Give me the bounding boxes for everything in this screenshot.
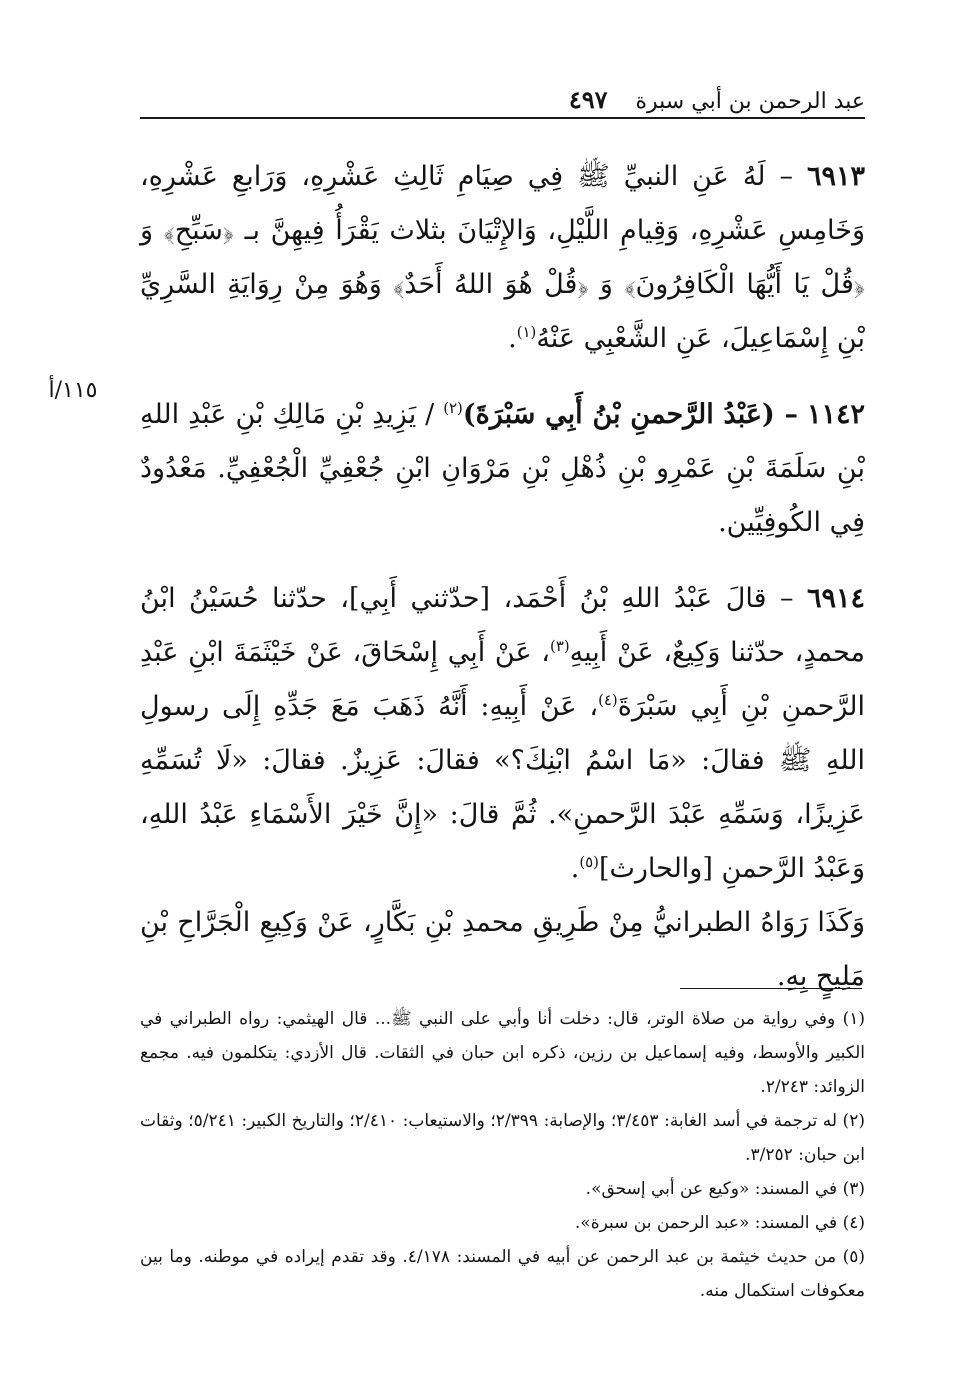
footnote-rule bbox=[680, 988, 862, 989]
footnotes bbox=[140, 1002, 865, 1308]
page-number: ٤٩٧ bbox=[568, 85, 608, 114]
biography-number: ١١٤٢ bbox=[806, 399, 865, 430]
biography-1142 bbox=[140, 388, 865, 550]
hadith-text-part: . bbox=[570, 853, 580, 884]
folio-slash: / bbox=[425, 399, 435, 430]
hadith-text: – لَهُ عَنِ النبيِّ ﷺ فِي صِيَامِ ثَالِثِ عَشْرِهِ، وَرَابعِ عَشْرِهِ، وَخَامِسِ عَشْرِهِ، وَقِيامِ اللَّيْلِ، وَالإِتْيَانَ بثلاث يَقْرَأُ فِيهِنَّ بـ ﴿سَبِّحِ﴾ وَ ﴿قُلْ يَا أَيُّهَا الْكَافِرُونَ﴾ وَ ﴿قُلْ هُوَ اللهُ أَحَدٌ﴾ وَهُوَ مِنْ رِوَايَةِ السَّرِيِّ بْنِ إِسْمَاعِيلَ، عَنِ الشَّعْبِي عَنْهُ bbox=[140, 161, 865, 354]
hadith-text-part: ، عَنْ أَبِي إِسْحَاقَ، عَنْ خَيْثَمَةَ ابْنِ عَبْدِ الرَّحمنِ بْنِ أَبِي سَبْرَةَ bbox=[140, 637, 865, 722]
biography-lineage: يَزِيدِ بْنِ مَالِكِ بْنِ عَبْدِ اللهِ بْنِ سَلَمَةَ بْنِ عَمْرِو بْنِ ذُهْلِ بْنِ مَرْوَانِ ابْنِ جُعْفِيِّ الْجُعْفِيِّ. مَعْدُودٌ فِي الكُوفِيِّين. bbox=[140, 399, 865, 538]
footnote: (٣) في المسند: «وكيع عن أبي إسحق». bbox=[585, 1179, 865, 1199]
hadith-6914 bbox=[140, 572, 865, 896]
hadith-number: ٦٩١٣ bbox=[806, 161, 865, 192]
footnote: (٤) في المسند: «عبد الرحمن بن سبرة». bbox=[574, 1213, 865, 1233]
header-rule bbox=[140, 117, 865, 119]
footnote-ref[interactable]: (٣) bbox=[550, 637, 570, 655]
main-text bbox=[140, 150, 865, 1004]
footnote-ref[interactable]: (٤) bbox=[598, 691, 618, 709]
hadith-number: ٦٩١٤ bbox=[806, 583, 865, 614]
hadith-6913: ٦٩١٣ – لَهُ عَنِ النبيِّ ﷺ فِي صِيَامِ ثَالِثِ عَشْرِهِ، وَرَابعِ عَشْرِهِ، وَخَامِسِ عَشْرِهِ، وَقِيامِ اللَّيْلِ، وَالإِتْيَانَ بثلاث يَقْرَأُ فِيهِنَّ بـ ﴿سَبِّحِ﴾ وَ ﴿قُلْ يَا أَيُّهَا الْكَافِرُونَ﴾ وَ ﴿قُلْ هُوَ اللهُ أَحَدٌ﴾ وَهُوَ مِنْ رِوَايَةِ السَّرِيِّ بْنِ إِسْمَاعِيلَ، عَنِ الشَّعْبِي عَنْهُ$^{(١)}$. bbox=[140, 161, 865, 354]
biography-title: – (عَبْدُ الرَّحمنِ بْنُ أَبِي سَبْرَةَ) bbox=[462, 399, 798, 430]
footnote-ref[interactable]: (٥) bbox=[579, 853, 599, 871]
hadith-text-part: – قالَ عَبْدُ اللهِ بْنُ أَحْمَد، [حدّثني أَبِي]، حدّثنا حُسَيْنُ ابْنُ محمدٍ، حدّثنا وَكِيعٌ، عَنْ أَبِيهِ bbox=[140, 583, 865, 668]
footnote: (٢) له ترجمة في أسد الغابة: ٣/٤٥٣؛ والإصابة: ٢/٣٩٩؛ والاستيعاب: ٢/٤١٠؛ والتاريخ الكبير: ٥/٢٤١؛ وثقات ابن حبان: ٣/٢٥٢. bbox=[140, 1111, 865, 1165]
tabarani-paragraph: وَكَذَا رَوَاهُ الطبرانيُّ مِنْ طَرِيقِ محمدِ بْنِ بَكَّارٍ، عَنْ وَكِيعِ الْجَرَّاحِ بْنِ مَلِيحٍ بِهِ. bbox=[140, 907, 865, 992]
footnote-ref[interactable]: (١) bbox=[516, 323, 537, 341]
footnote-ref[interactable]: (٢) bbox=[443, 399, 463, 417]
running-title: عبد الرحمن بن أبي سبرة bbox=[635, 89, 865, 114]
footnote: (٥) من حديث خيثمة بن عبد الرحمن عن أبيه في المسند: ٤/١٧٨. وقد تقدم إيراده في موطنه. وما بين معكوفات استكمال منه. bbox=[140, 1247, 866, 1301]
running-header bbox=[140, 62, 865, 114]
hadith-text-part: ، عَنْ أَبِيهِ: أَنَّهُ ذَهَبَ مَعَ جَدِّهِ إِلَى رسولِ اللهِ ﷺ فقالَ: «مَا اسْمُ ابْنِكَ؟» فقالَ: عَزِيزٌ. فقالَ: «لَا تُسَمِّهِ عَزِيزًا، وَسَمِّهِ عَبْدَ الرَّحمنِ». ثُمَّ قالَ: «إِنَّ خَيْرَ الأَسْمَاءِ عَبْدُ اللهِ، وَعَبْدُ الرَّحمنِ [والحارث] bbox=[140, 691, 865, 884]
margin-folio-reference: ١١٥/أ bbox=[48, 378, 98, 403]
footnote: (١) وفي رواية من صلاة الوتر، قال: دخلت أنا وأبي على النبي ﷺ... قال الهيثمي: رواه الطبراني في الكبير والأوسط، وفيه إسماعيل بن رزين، ذكره ابن حبان في الثقات. قال الأزدي: يتكلمون فيه. مجمع الزوائد: ٢/٢٤٣. bbox=[140, 1009, 865, 1097]
